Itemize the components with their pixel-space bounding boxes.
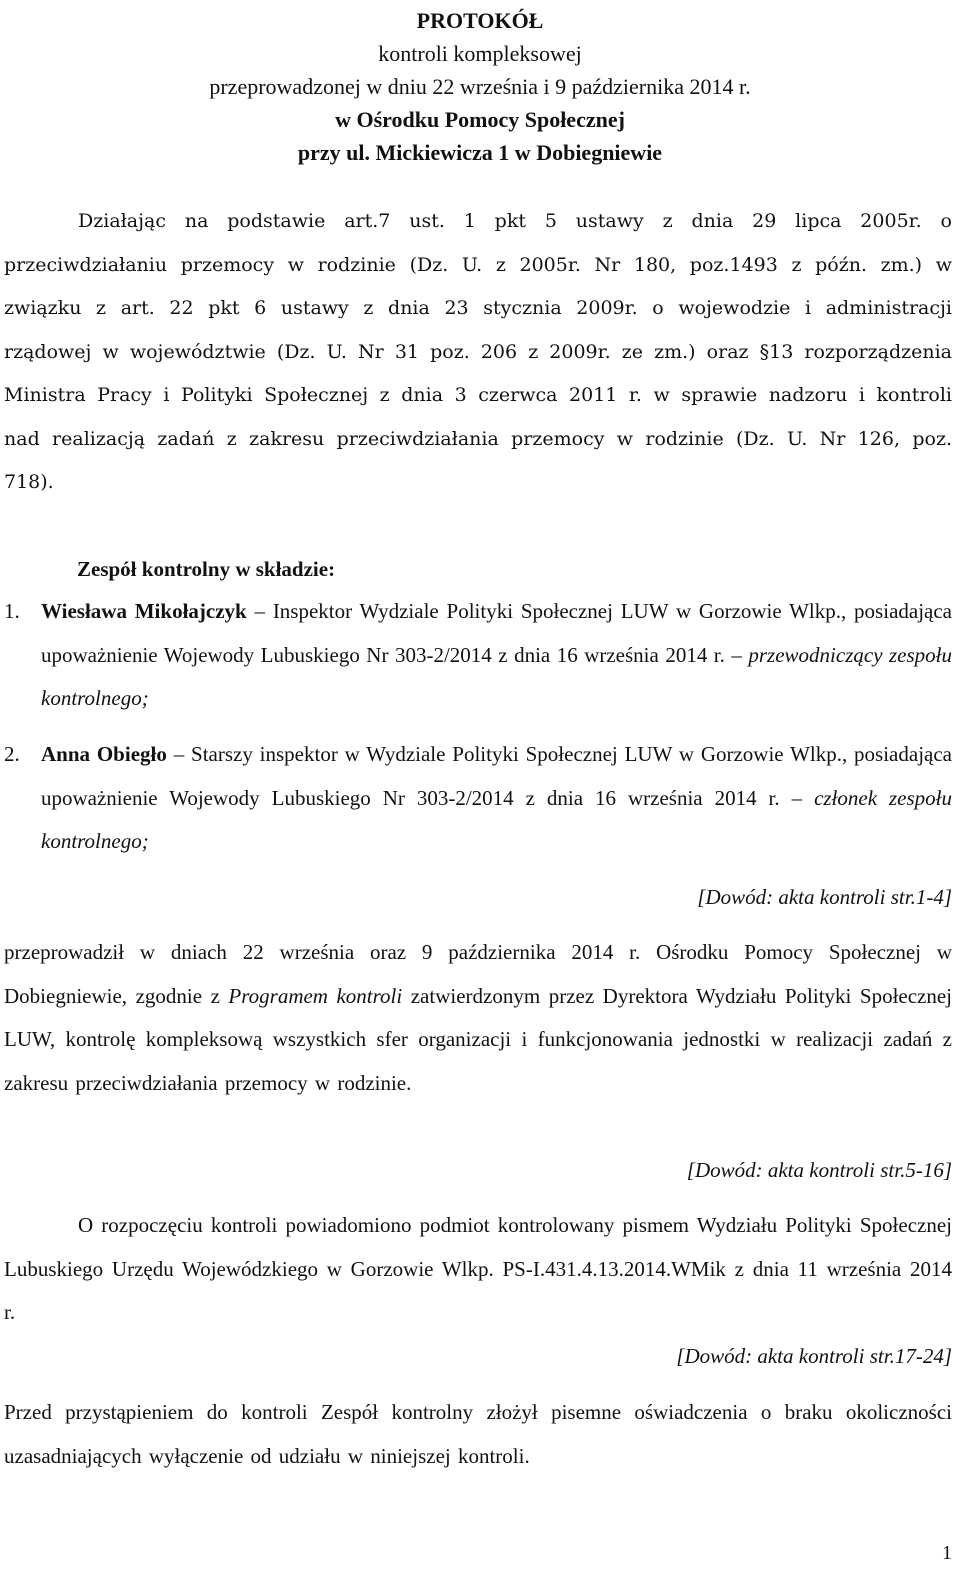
evidence-reference-2: [Dowód: akta kontroli str.5-16]	[686, 1158, 952, 1182]
page-number: 1	[942, 1542, 952, 1564]
notice-paragraph: O rozpoczęciu kontroli powiadomiono podmiot kontrolowany pismem Wydziału Polityki Społecznej Lubuskiego Urzędu Wojewódzkiego w Gorzowie Wlkp. PS-I.431.4.13.2014.WMik z dnia 11 września 2014 r.	[4, 1213, 952, 1324]
member-2-description: Starszy inspektor w Wydziale Polityki Społecznej LUW w Gorzowie Wlkp., posiadająca upoważnienie Wojewody Lubuskiego Nr 303-2/2014 z dnia 16 września 2014 r. –	[41, 742, 952, 810]
team-heading: Zespół kontrolny w składzie:	[77, 557, 336, 581]
control-paragraph-part-2: zatwierdzonym przez Dyrektora Wydziału Polityki Społecznej LUW, kontrolę kompleksową wszystkich sfer organizacji i funkcjonowania jednostki w realizacji zadań z zakresu przeciwdziałania przemocy w rodzinie.	[4, 983, 953, 1095]
document-title: PROTOKÓŁ	[416, 8, 544, 33]
member-1-dash: –	[254, 599, 266, 623]
header-line-2: przeprowadzonej w dniu 22 września i 9 października 2014 r.	[209, 74, 751, 99]
member-1-name: Wiesława Mikołajczyk	[41, 599, 247, 623]
member-2-name: Anna Obiegło	[41, 742, 167, 766]
member-2-number: 2.	[4, 742, 20, 766]
header-line-4: przy ul. Mickiewicza 1 w Dobiegniewie	[297, 140, 663, 165]
evidence-reference-3: [Dowód: akta kontroli str.17-24]	[676, 1344, 952, 1368]
team-member-1	[4, 590, 952, 721]
member-1-number: 1.	[4, 599, 20, 623]
legal-basis-paragraph: Działając na podstawie art.7 ust. 1 pkt 5 ustawy z dnia 29 lipca 2005r. o przeciwdziałaniu przemocy w rodzinie (Dz. U. z 2005r. Nr 180, poz.1493 z późn. zm.) w związku z art. 22 pkt 6 ustawy z dnia 23 stycznia 2009r. o wojewodzie i administracji rządowej w województwie (Dz. U. Nr 31 poz. 206 z 2009r. ze zm.) oraz §13 rozporządzenia Ministra Pracy i Polityki Społecznej z dnia 3 czerwca 2011 r. w sprawie nadzoru i kontroli nad realizacją zadań z zakresu przeciwdziałania przemocy w rodzinie (Dz. U. Nr 126, poz. 718).	[4, 210, 952, 493]
evidence-reference-1: [Dowód: akta kontroli str.1-4]	[697, 885, 952, 909]
statement-paragraph: Przed przystąpieniem do kontroli Zespół kontrolny złożył pisemne oświadczenia o braku okoliczności uzasadniających wyłączenie od udziału w niniejszej kontroli.	[4, 1400, 952, 1468]
control-paragraph-part-1: przeprowadził w dniach 22 września oraz 9 października 2014 r. Ośrodku Pomocy Społecznej w Dobiegniewie, zgodnie z	[4, 940, 952, 1008]
control-paragraph	[4, 931, 952, 1105]
control-program-name: Programem kontroli	[228, 983, 403, 1008]
header-line-1: kontroli kompleksowej	[378, 41, 582, 66]
member-2-dash: –	[173, 742, 185, 766]
header-line-3: w Ośrodku Pomocy Społecznej	[335, 107, 625, 132]
member-1-description: Inspektor Wydziale Polityki Społecznej LUW w Gorzowie Wlkp., posiadająca upoważnienie Wojewody Lubuskiego Nr 303-2/2014 z dnia 16 września 2014 r. –	[41, 599, 953, 667]
team-member-2	[4, 733, 952, 864]
member-1-role: przewodniczący zespołu kontrolnego;	[41, 642, 953, 710]
member-2-role: członek zespołu kontrolnego;	[41, 785, 952, 853]
document-header	[0, 4, 960, 169]
